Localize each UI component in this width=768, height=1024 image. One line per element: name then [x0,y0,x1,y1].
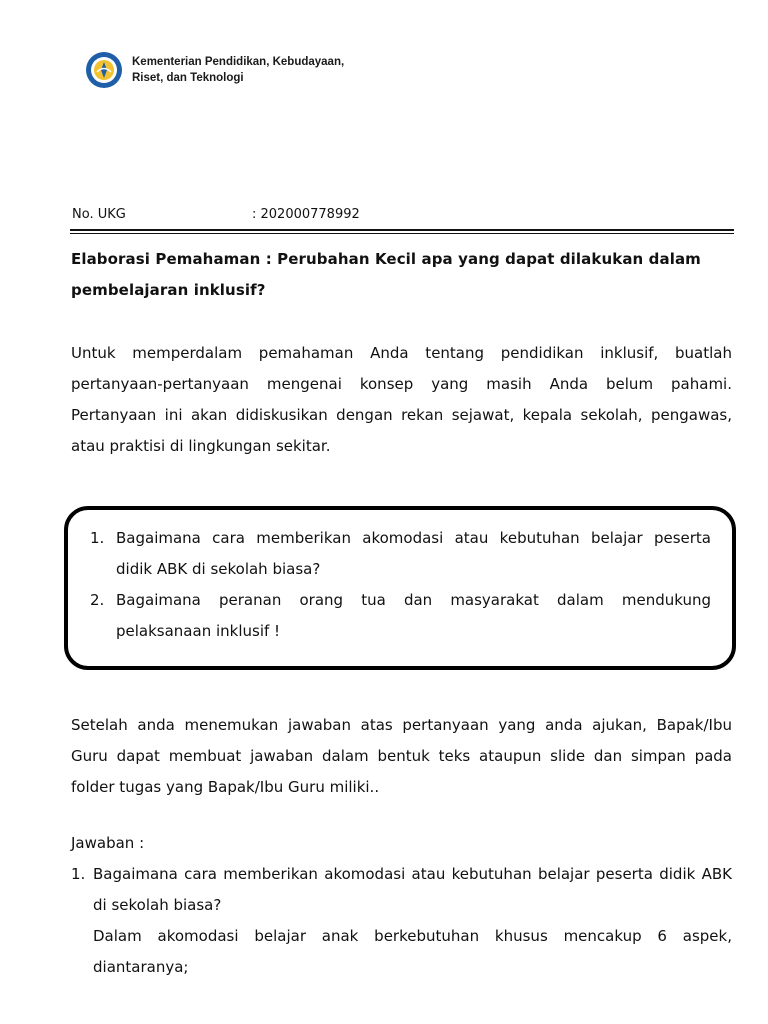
answer-number: 1. [71,865,86,883]
question-number: 1. [90,529,105,547]
divider-top [70,229,734,231]
ministry-header [84,50,344,90]
intro-line: pertanyaan-pertanyaan mengenai konsep yang masih Anda belum pahami. [71,375,732,393]
section-title [71,244,735,306]
followup-paragraph [71,710,732,803]
divider-bottom [70,233,734,234]
answer-item [71,859,732,983]
section-title-line2: pembelajaran inklusif? [71,281,266,299]
question-number: 2. [90,591,105,609]
question-item [90,585,711,647]
ukg-label: No. UKG [72,207,126,222]
ukg-number-row [72,207,360,222]
answer-line: di sekolah biasa? [93,896,222,914]
question-text [116,585,711,647]
answer-line: diantaranya; [93,958,189,976]
questions-list [90,523,711,647]
question-line: pelaksanaan inklusif ! [116,622,281,640]
followup-line: folder tugas yang Bapak/Ibu Guru miliki.. [71,778,380,796]
intro-line: Pertanyaan ini akan didiskusikan dengan rekan sejawat, kepala sekolah, pengawas, [71,406,732,424]
answers-section [71,828,732,983]
answer-line: Dalam akomodasi belajar anak berkebutuhan khusus mencakup 6 aspek, [93,927,732,945]
answers-heading: Jawaban : [71,834,145,852]
answer-line: Bagaimana cara memberikan akomodasi atau kebutuhan belajar peserta didik ABK [93,865,732,883]
tut-wuri-handayani-logo [84,50,124,90]
question-item [90,523,711,585]
followup-line: Guru dapat membuat jawaban dalam bentuk teks ataupun slide dan simpan pada [71,747,732,765]
question-line: Bagaimana cara memberikan akomodasi atau kebutuhan belajar peserta [116,529,711,547]
intro-line: atau praktisi di lingkungan sekitar. [71,437,331,455]
ukg-value: : 202000778992 [252,207,360,222]
ministry-name [132,54,344,86]
question-text [116,523,711,585]
intro-paragraph [71,338,732,462]
question-line: didik ABK di sekolah biasa? [116,560,321,578]
section-title-line1: Elaborasi Pemahaman : Perubahan Kecil apa yang dapat dilakukan dalam [71,250,701,268]
answer-text [93,859,732,983]
question-line: Bagaimana peranan orang tua dan masyarakat dalam mendukung [116,591,711,609]
ministry-name-line2: Riset, dan Teknologi [132,72,244,84]
followup-line: Setelah anda menemukan jawaban atas pertanyaan yang anda ajukan, Bapak/Ibu [71,716,732,734]
ministry-name-line1: Kementerian Pendidikan, Kebudayaan, [132,56,345,68]
intro-line: Untuk memperdalam pemahaman Anda tentang pendidikan inklusif, buatlah [71,344,732,362]
